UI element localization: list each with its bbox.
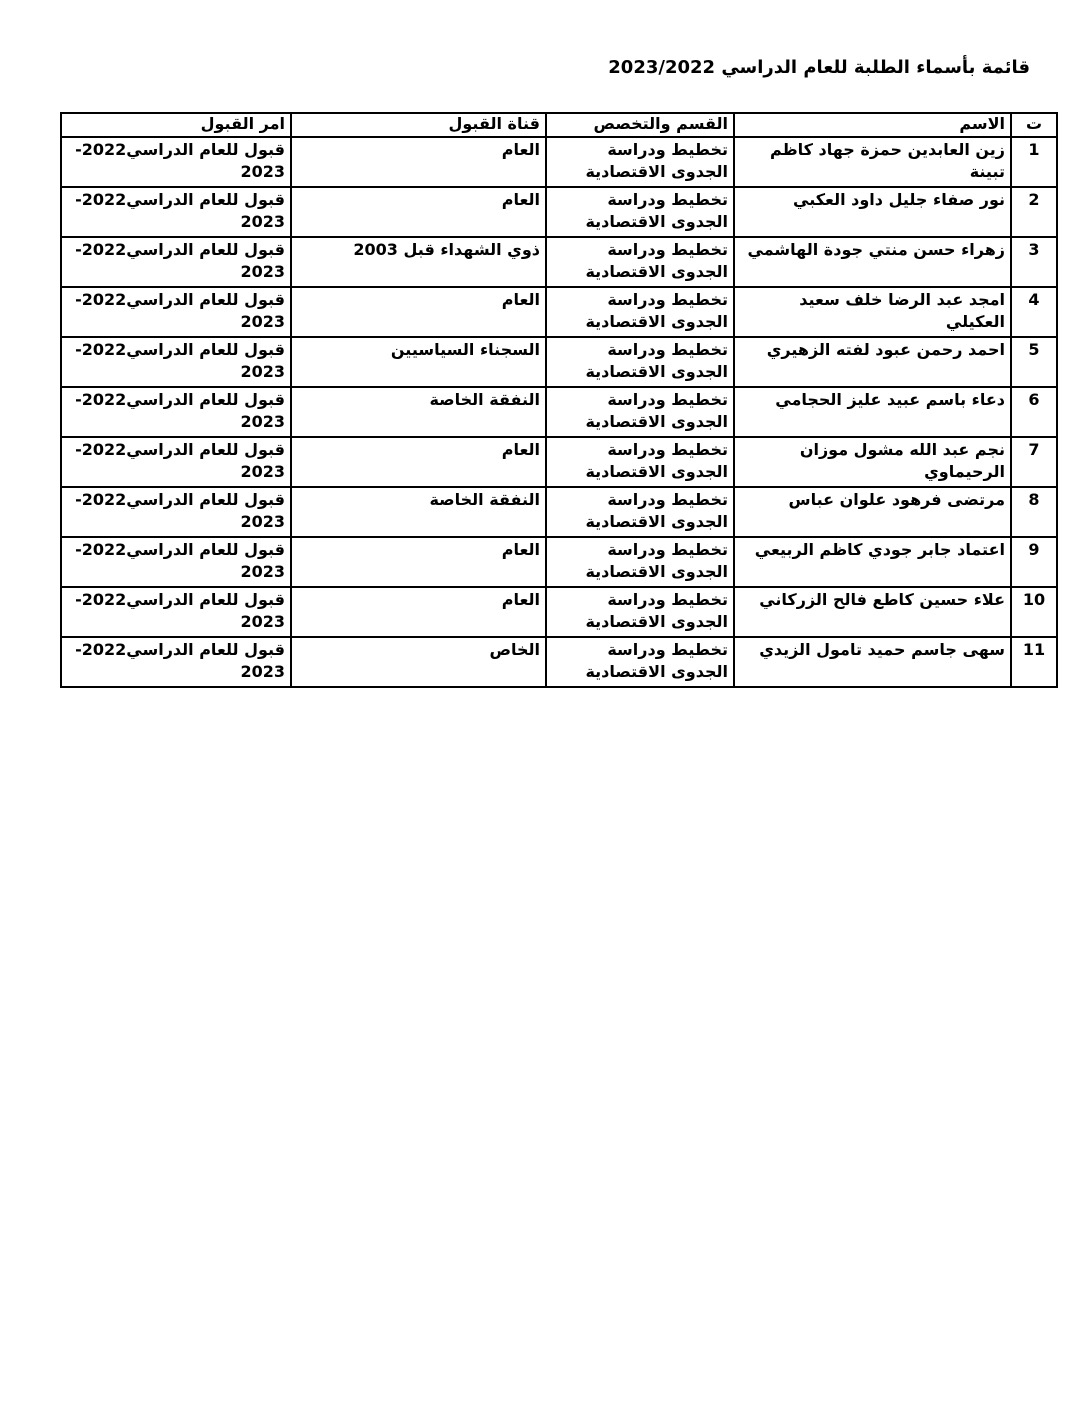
header-index: ت bbox=[1011, 113, 1057, 137]
admission-channel: ذوي الشهداء قبل 2003 bbox=[291, 237, 546, 287]
admission-order: قبول للعام الدراسي2022-2023 bbox=[61, 387, 291, 437]
student-name: علاء حسين كاطع فالح الزركاني bbox=[734, 587, 1011, 637]
department: تخطيط ودراسة الجدوى الاقتصادية bbox=[546, 237, 734, 287]
row-index: 3 bbox=[1011, 237, 1057, 287]
table-row bbox=[61, 237, 1057, 287]
student-name: نجم عبد الله مشول موزان الرحيماوي bbox=[734, 437, 1011, 487]
student-name: احمد رحمن عبود لفته الزهيري bbox=[734, 337, 1011, 387]
row-index: 2 bbox=[1011, 187, 1057, 237]
admission-order: قبول للعام الدراسي2022-2023 bbox=[61, 437, 291, 487]
header-admission-order: امر القبول bbox=[61, 113, 291, 137]
admission-channel: العام bbox=[291, 137, 546, 187]
department: تخطيط ودراسة الجدوى الاقتصادية bbox=[546, 637, 734, 687]
department: تخطيط ودراسة الجدوى الاقتصادية bbox=[546, 287, 734, 337]
row-index: 4 bbox=[1011, 287, 1057, 337]
admission-order: قبول للعام الدراسي2022-2023 bbox=[61, 187, 291, 237]
row-index: 7 bbox=[1011, 437, 1057, 487]
document-title: قائمة بأسماء الطلبة للعام الدراسي 2023/2022 bbox=[608, 57, 1030, 78]
student-name: دعاء باسم عبيد عليز الحجامي bbox=[734, 387, 1011, 437]
table-row bbox=[61, 537, 1057, 587]
row-index: 6 bbox=[1011, 387, 1057, 437]
admission-channel: العام bbox=[291, 187, 546, 237]
header-department: القسم والتخصص bbox=[546, 113, 734, 137]
row-index: 9 bbox=[1011, 537, 1057, 587]
row-index: 11 bbox=[1011, 637, 1057, 687]
table-header-row bbox=[61, 113, 1057, 137]
admission-order: قبول للعام الدراسي2022-2023 bbox=[61, 337, 291, 387]
admission-order: قبول للعام الدراسي2022-2023 bbox=[61, 537, 291, 587]
admission-channel: العام bbox=[291, 437, 546, 487]
admission-order: قبول للعام الدراسي2022-2023 bbox=[61, 287, 291, 337]
table-row bbox=[61, 287, 1057, 337]
header-name: الاسم bbox=[734, 113, 1011, 137]
table-row bbox=[61, 637, 1057, 687]
student-name: مرتضى فرهود علوان عباس bbox=[734, 487, 1011, 537]
department: تخطيط ودراسة الجدوى الاقتصادية bbox=[546, 137, 734, 187]
admission-channel: النفقة الخاصة bbox=[291, 487, 546, 537]
student-name: سهى جاسم حميد تامول الزيدي bbox=[734, 637, 1011, 687]
student-name: زين العابدين حمزة جهاد كاظم تبينة bbox=[734, 137, 1011, 187]
table-row bbox=[61, 387, 1057, 437]
department: تخطيط ودراسة الجدوى الاقتصادية bbox=[546, 437, 734, 487]
student-name: زهراء حسن منتي جودة الهاشمي bbox=[734, 237, 1011, 287]
admission-channel: السجناء السياسيين bbox=[291, 337, 546, 387]
student-name: امجد عبد الرضا خلف سعيد العكيلي bbox=[734, 287, 1011, 337]
row-index: 8 bbox=[1011, 487, 1057, 537]
table-row bbox=[61, 187, 1057, 237]
table-row bbox=[61, 587, 1057, 637]
row-index: 10 bbox=[1011, 587, 1057, 637]
admission-channel: العام bbox=[291, 537, 546, 587]
admission-channel: العام bbox=[291, 287, 546, 337]
table-row bbox=[61, 137, 1057, 187]
admission-order: قبول للعام الدراسي2022-2023 bbox=[61, 137, 291, 187]
students-table bbox=[60, 112, 1058, 688]
admission-channel: الخاص bbox=[291, 637, 546, 687]
student-name: اعتماد جابر جودي كاظم الربيعي bbox=[734, 537, 1011, 587]
department: تخطيط ودراسة الجدوى الاقتصادية bbox=[546, 387, 734, 437]
row-index: 1 bbox=[1011, 137, 1057, 187]
table-row bbox=[61, 487, 1057, 537]
department: تخطيط ودراسة الجدوى الاقتصادية bbox=[546, 337, 734, 387]
admission-order: قبول للعام الدراسي2022-2023 bbox=[61, 237, 291, 287]
department: تخطيط ودراسة الجدوى الاقتصادية bbox=[546, 487, 734, 537]
admission-channel: النفقة الخاصة bbox=[291, 387, 546, 437]
admission-channel: العام bbox=[291, 587, 546, 637]
table-row bbox=[61, 337, 1057, 387]
department: تخطيط ودراسة الجدوى الاقتصادية bbox=[546, 587, 734, 637]
department: تخطيط ودراسة الجدوى الاقتصادية bbox=[546, 537, 734, 587]
admission-order: قبول للعام الدراسي2022-2023 bbox=[61, 487, 291, 537]
header-admission-channel: قناة القبول bbox=[291, 113, 546, 137]
admission-order: قبول للعام الدراسي2022-2023 bbox=[61, 637, 291, 687]
admission-order: قبول للعام الدراسي2022-2023 bbox=[61, 587, 291, 637]
row-index: 5 bbox=[1011, 337, 1057, 387]
department: تخطيط ودراسة الجدوى الاقتصادية bbox=[546, 187, 734, 237]
student-name: نور صفاء جليل داود العكبي bbox=[734, 187, 1011, 237]
table-row bbox=[61, 437, 1057, 487]
